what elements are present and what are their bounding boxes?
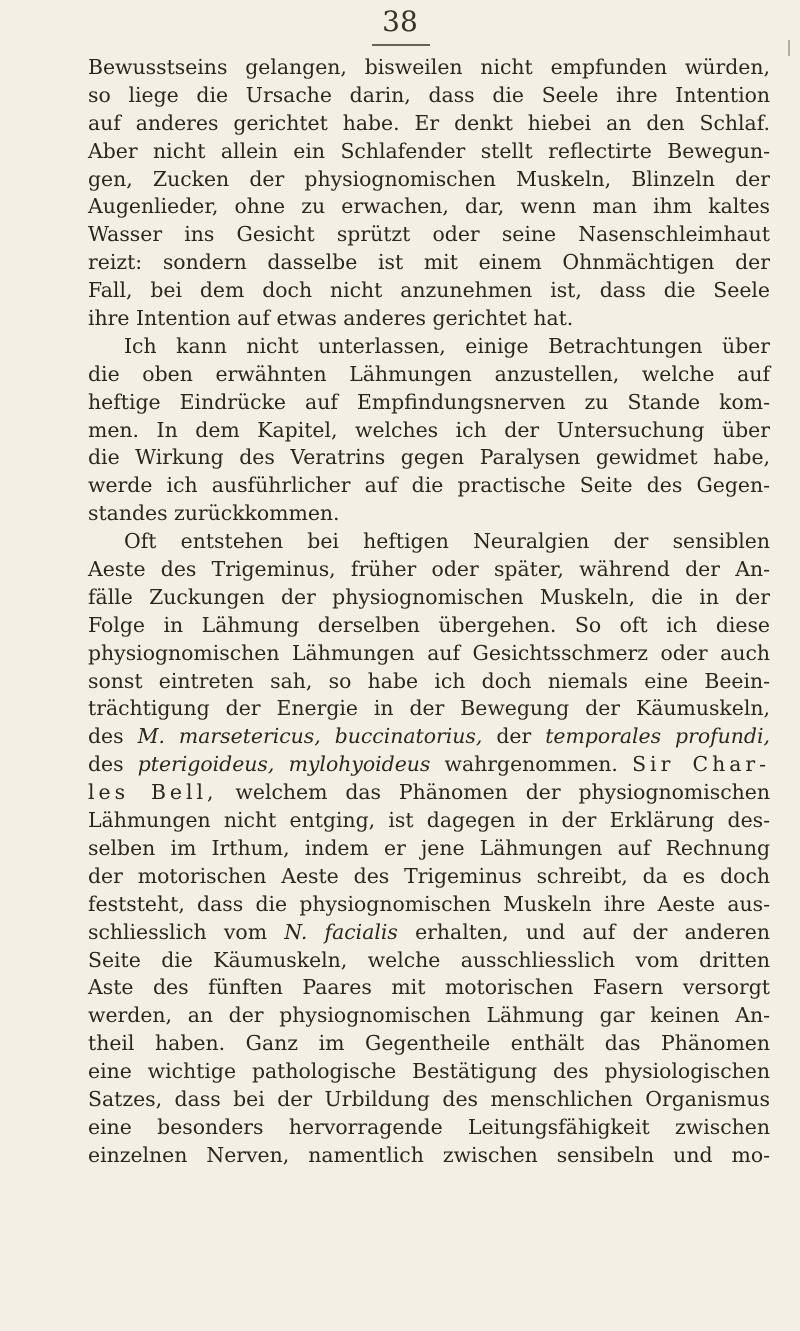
- text-line: Satzes, dass bei der Urbildung des menschlichen Organismus: [88, 1086, 770, 1111]
- line-text: welchem das Phänomen der physiognomischen: [217, 780, 770, 805]
- text-line: fälle Zuckungen der physiognomischen Muskeln, die in der: [88, 584, 770, 609]
- page-number: 38: [382, 5, 418, 38]
- line-text: schliesslich vom: [88, 919, 285, 944]
- text-line: selben im Irthum, indem er jene Lähmungen auf Rechnung: [88, 835, 770, 860]
- text-line: theil haben. Ganz im Gegentheile enthält das Phänomen: [88, 1031, 770, 1056]
- text-line: werde ich ausführlicher auf die practische Seite des Gegen-: [88, 473, 770, 498]
- text-line: Seite die Käumuskeln, welche ausschliesslich vom dritten: [88, 947, 770, 972]
- text-line: standes zurückkommen.: [88, 501, 340, 526]
- text-line-with-italics: [88, 919, 770, 947]
- spaced-name: Sir Char-: [632, 752, 771, 777]
- text-line: werden, an der physiognomischen Lähmung gar keinen An-: [88, 1003, 770, 1028]
- text-line: Oft entstehen bei heftigen Neuralgien der sensiblen: [124, 529, 770, 554]
- text-line: sonst eintreten sah, so habe ich doch niemals eine Beein-: [88, 668, 770, 693]
- italic-term: M. marsetericus,: [137, 724, 321, 749]
- text-line: gen, Zucken der physiognomischen Muskeln, Blinzeln der: [88, 166, 770, 191]
- text-line: physiognomischen Lähmungen auf Gesichtsschmerz oder auch: [88, 640, 770, 665]
- text-line: ihre Intention auf etwas anderes gerichtet hat.: [88, 306, 574, 331]
- text-line: eine besonders hervorragende Leitungsfähigkeit zwischen: [88, 1114, 770, 1139]
- text-line: Bewusstseins gelangen, bisweilen nicht empfunden würden,: [88, 55, 770, 79]
- line-text: wahrgenommen.: [430, 752, 633, 777]
- text-line: Fall, bei dem doch nicht anzunehmen ist, dass die Seele: [88, 278, 770, 303]
- text-line: Augenlieder, ohne zu erwachen, dar, wenn man ihm kaltes: [88, 194, 770, 219]
- italic-term: buccinatorius,: [334, 724, 483, 749]
- italic-term: N. facialis: [284, 919, 398, 944]
- text-line: einzelnen Nerven, namentlich zwischen sensibeln und mo-: [88, 1142, 770, 1167]
- text-line: trächtigung der Energie in der Bewegung der Käumuskeln,: [88, 696, 770, 721]
- text-line: so liege die Ursache darin, dass die Seele ihre Intention: [88, 82, 770, 107]
- text-line-with-name: [88, 779, 770, 807]
- italic-term: pterigoideus,: [137, 752, 275, 777]
- italic-term: temporales profundi,: [545, 724, 770, 749]
- text-line: Aber nicht allein ein Schlafender stellt reflectirte Bewegun-: [88, 138, 770, 163]
- text-line: feststeht, dass die physiognomischen Muskeln ihre Aeste aus-: [88, 891, 770, 916]
- text-line: Aste des fünften Paares mit motorischen Fasern versorgt: [88, 975, 770, 1000]
- text-line: der motorischen Aeste des Trigeminus schreibt, da es doch: [88, 863, 770, 888]
- line-text: des: [88, 724, 138, 749]
- text-line: Folge in Lähmung derselben übergehen. So oft ich diese: [88, 612, 770, 637]
- text-line: Ich kann nicht unterlassen, einige Betrachtungen über: [124, 333, 770, 358]
- line-text: [321, 724, 335, 748]
- text-line: die oben erwähnten Lähmungen anzustellen, welche auf: [88, 361, 770, 386]
- italic-term: mylohyoideus: [288, 752, 431, 777]
- line-text: des: [88, 752, 138, 777]
- text-line-with-italics: [88, 723, 770, 751]
- text-line: Lähmungen nicht entging, ist dagegen in der Erklärung des-: [88, 808, 770, 833]
- text-line: Aeste des Trigeminus, früher oder später, während der An-: [88, 557, 770, 582]
- text-line: die Wirkung des Veratrins gegen Paralysen gewidmet habe,: [88, 445, 770, 470]
- line-text: erhalten, und auf der anderen: [397, 919, 770, 944]
- text-line: men. In dem Kapitel, welches ich der Untersuchung über: [88, 417, 770, 442]
- page-number-rule: [372, 44, 430, 46]
- text-line: eine wichtige pathologische Bestätigung des physiologischen: [88, 1059, 770, 1084]
- page-edge-mark: [788, 40, 790, 56]
- text-line: Wasser ins Gesicht sprützt oder seine Nasenschleimhaut: [88, 222, 770, 247]
- text-line: auf anderes gerichtet habe. Er denkt hiebei an den Schlaf.: [88, 110, 770, 135]
- text-line: heftige Eindrücke auf Empfindungsnerven zu Stande kom-: [88, 389, 770, 414]
- body-text: [88, 54, 770, 1170]
- text-line-with-italics: [88, 751, 770, 779]
- text-line: reizt: sondern dasselbe ist mit einem Ohnmächtigen der: [88, 250, 770, 275]
- spaced-name: les Bell,: [88, 780, 218, 805]
- line-text: der: [482, 724, 546, 749]
- line-text: [274, 752, 288, 776]
